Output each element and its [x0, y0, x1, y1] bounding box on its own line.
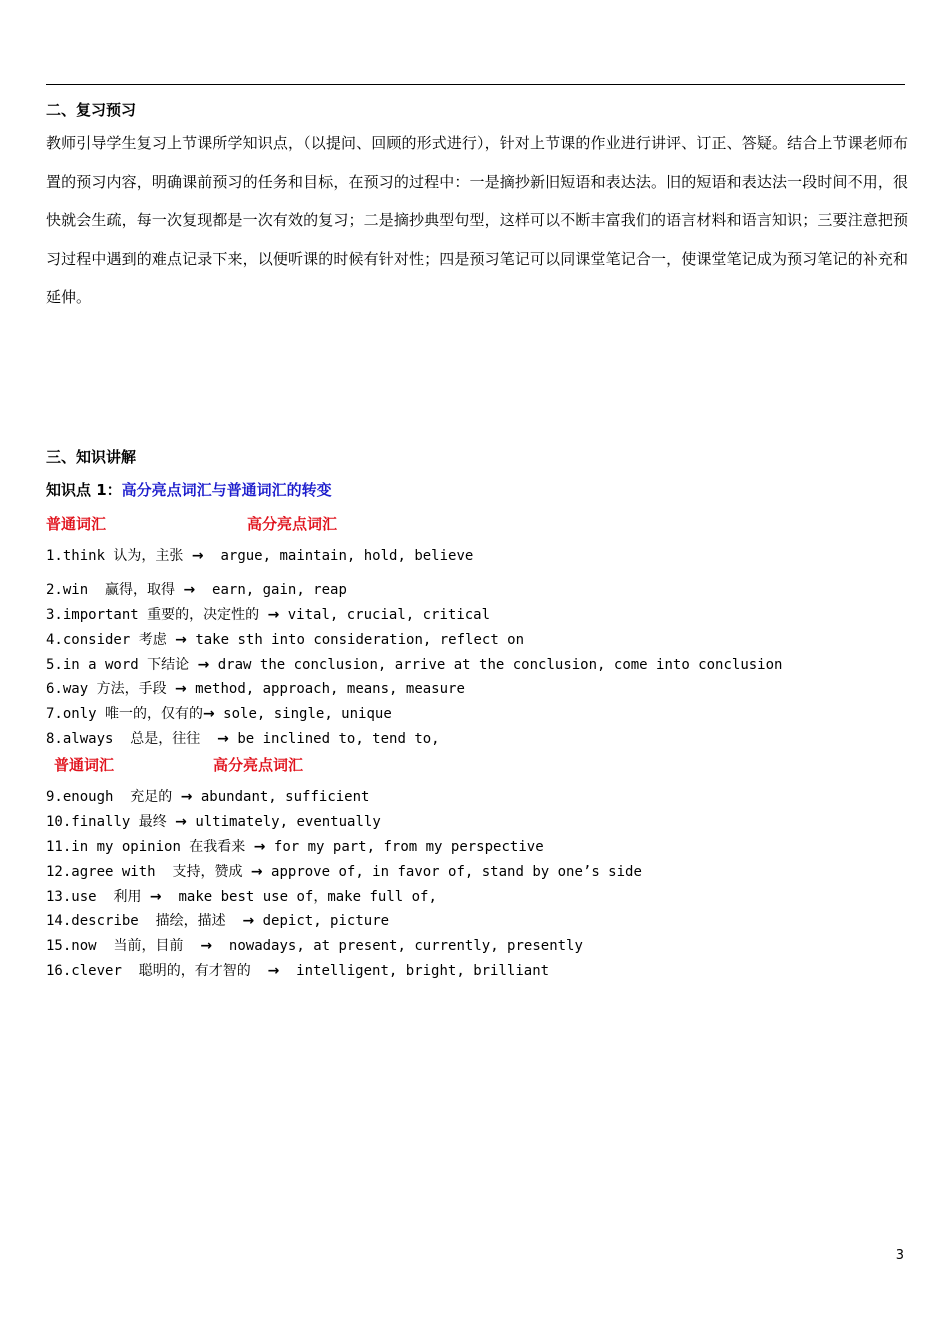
arrow-icon: → — [200, 938, 213, 955]
review-paragraph: 教师引导学生复习上节课所学知识点，（以提问、回顾的形式进行），针对上节课的作业进行讲评、订正、答疑。结合上节课老师布置的预习内容，明确课前预习的任务和目标，在预习的过程中：一是摘抄新旧短语和表达法。旧的短语和表达法一段时间不用，很快就会生疏，每一次复现都是一次有效的复习；二是摘抄典型句型，这样可以不断丰富我们的语言材料和语言知识；三要注意把预习过程中遇到的难点记录下来，以便听课的时候有针对性；四是预习笔记可以同课堂笔记合一，使课堂笔记成为预习笔记的补充和延伸。 — [46, 134, 908, 306]
knowledge-point-1 — [46, 479, 332, 500]
vocab-item: 7.only 唯一的，仅有的→ sole, single, unique — [46, 706, 392, 723]
column-header-common-2: 普通词汇 — [54, 756, 115, 774]
vocab-item: 9.enough 充足的 → abundant, sufficient — [46, 789, 370, 805]
vocab-item: 14.describe 描绘，描述 → depict, picture — [46, 913, 390, 930]
arrow-icon: → — [149, 888, 162, 905]
vocab-item: 6.way 方法，手段 → method, approach, means, measure — [46, 681, 465, 698]
section-2-heading: 二、复习预习 — [46, 101, 137, 119]
knowledge-point-label: 知识点 1： — [46, 481, 122, 499]
vocab-item: 4.consider 考虑 → take sth into consideration, reflect on — [46, 631, 525, 648]
vocab-item: 12.agree with 支持，赞成 → approve of, in favor of, stand by one’s side — [46, 863, 642, 880]
column-header-common: 普通词汇 — [46, 515, 107, 533]
section-3-heading: 三、知识讲解 — [46, 448, 137, 466]
arrow-icon: → — [203, 706, 215, 723]
arrow-icon: → — [197, 656, 210, 673]
vocab-item: 2.win 赢得，取得 → earn, gain, reap — [46, 581, 347, 598]
arrow-icon: → — [175, 681, 187, 698]
vocab-item: 13.use 利用 → make best use of，make full of, — [46, 888, 437, 905]
column-header-advanced: 高分亮点词汇 — [247, 515, 338, 533]
arrow-icon: → — [253, 838, 266, 855]
arrow-icon: → — [217, 731, 229, 748]
vocab-item: 11.in my opinion 在我看来 → for my part, from my perspective — [46, 838, 544, 855]
vocab-list-1 — [46, 544, 782, 752]
arrow-icon: → — [250, 863, 263, 880]
vocab-item: 15.now 当前，目前 → nowadays, at present, currently, presently — [46, 938, 583, 955]
vocab-item: 3.important 重要的，决定性的 → vital, crucial, critical — [46, 606, 491, 623]
arrow-icon: → — [175, 813, 187, 830]
vocab-item: 10.finally 最终 → ultimately, eventually — [46, 813, 381, 830]
column-header-advanced-2: 高分亮点词汇 — [213, 756, 304, 774]
arrow-icon: → — [267, 606, 280, 623]
arrow-icon: → — [191, 548, 204, 564]
vocab-item: 5.in a word 下结论 → draw the conclusion, arrive at the conclusion, come into conclusion — [46, 656, 783, 673]
arrow-icon: → — [180, 789, 193, 805]
vocab-list-2 — [46, 785, 642, 984]
page-number: 3 — [895, 1248, 904, 1263]
arrow-icon: → — [267, 963, 280, 980]
arrow-icon: → — [175, 631, 187, 648]
arrow-icon: → — [183, 581, 196, 598]
knowledge-point-title: 高分亮点词汇与普通词汇的转变 — [121, 481, 332, 499]
vocab-item: 1.think 认为，主张 → argue, maintain, hold, believe — [46, 548, 474, 564]
top-rule — [46, 84, 905, 85]
arrow-icon: → — [242, 913, 255, 930]
vocab-item: 8.always 总是，往往 → be inclined to, tend to, — [46, 731, 440, 748]
vocab-item: 16.clever 聪明的，有才智的 → intelligent, bright, brilliant — [46, 963, 550, 980]
